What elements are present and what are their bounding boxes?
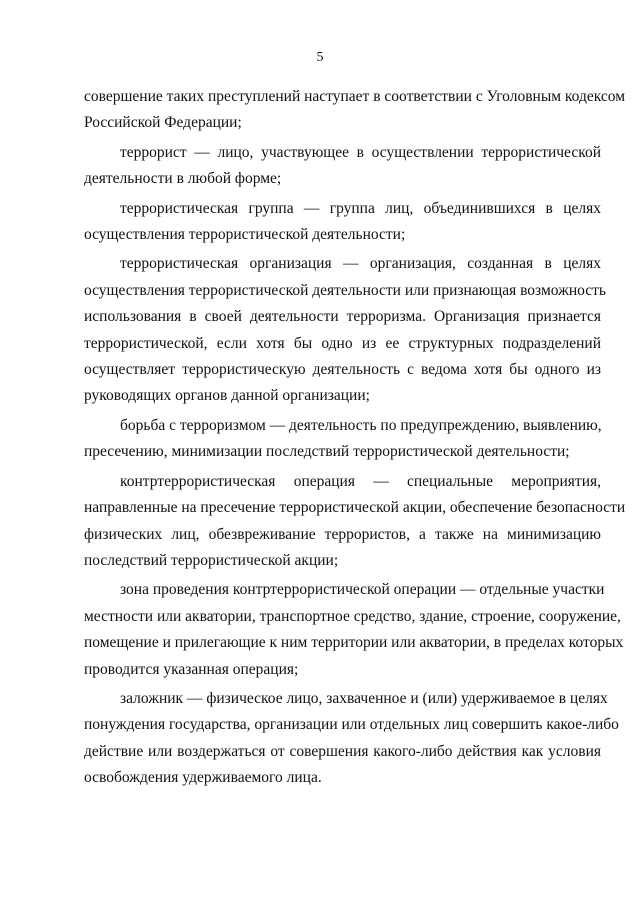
text-line: помещение и прилегающие к ним территории или акватории, в пределах которых [84, 634, 624, 652]
page-number: 5 [316, 50, 324, 65]
text-line: заложник — физическое лицо, захваченное и (или) удерживаемое в целях [120, 689, 608, 707]
paragraph-terrorist-definition [84, 140, 601, 193]
text-line: террористическая организация — организация, созданная в целях [120, 255, 601, 273]
text-line: проводится указанная операция; [84, 660, 299, 678]
text-line: террорист — лицо, участвующее в осуществлении террористической [120, 143, 601, 161]
paragraph-terrorist-group-definition [84, 196, 601, 249]
paragraph-counter-terrorist-operation-definition [84, 469, 626, 575]
document-body [84, 84, 626, 795]
text-line: руководящих органов данной организации; [84, 387, 370, 405]
text-line: освобождения удерживаемого лица. [84, 769, 322, 787]
text-line: Российской Федерации; [84, 114, 242, 132]
text-line: борьба с терроризмом — деятельность по предупреждению, выявлению, [120, 416, 602, 434]
text-line: зона проведения контртеррористической операции — отдельные участки [120, 581, 605, 599]
text-line: осуществляет террористическую деятельность с ведома хотя бы одного из [84, 361, 601, 379]
text-line: использования в своей деятельности терроризма. Организация признается [84, 308, 601, 326]
text-line: осуществления террористической деятельности или признающая возможность [84, 281, 606, 299]
text-line: последствий террористической акции; [84, 551, 339, 569]
text-line: контртеррористическая операция — специальные мероприятия, [120, 472, 601, 490]
text-line: террористической, если хотя бы одно из ее структурных подразделений [84, 334, 601, 352]
text-line: местности или акватории, транспортное средство, здание, строение, сооружение, [84, 607, 621, 625]
text-line: физических лиц, обезвреживание террористов, а также на минимизацию [84, 525, 601, 543]
text-line: направленные на пресечение террористической акции, обеспечение безопасности [84, 499, 626, 517]
text-line: террористическая группа — группа лиц, объединившихся в целях [120, 199, 601, 217]
paragraph-criminal-liability [84, 84, 626, 137]
text-line: пресечению, минимизации последствий террористической деятельности; [84, 443, 570, 461]
text-line: осуществления террористической деятельности; [84, 226, 406, 244]
paragraph-counter-terrorism-definition [84, 413, 601, 466]
text-line: совершение таких преступлений наступает в соответствии с Уголовным кодексом [84, 88, 626, 105]
paragraph-operation-zone-definition [84, 577, 624, 683]
text-line: деятельности в любой форме; [84, 170, 282, 188]
paragraph-hostage-definition [84, 686, 619, 792]
paragraph-terrorist-organization-definition [84, 251, 606, 409]
text-line: понуждения государства, организации или отдельных лиц совершить какое-либо [84, 716, 619, 734]
text-line: действие или воздержаться от совершения какого-либо действия как условия [84, 742, 601, 760]
